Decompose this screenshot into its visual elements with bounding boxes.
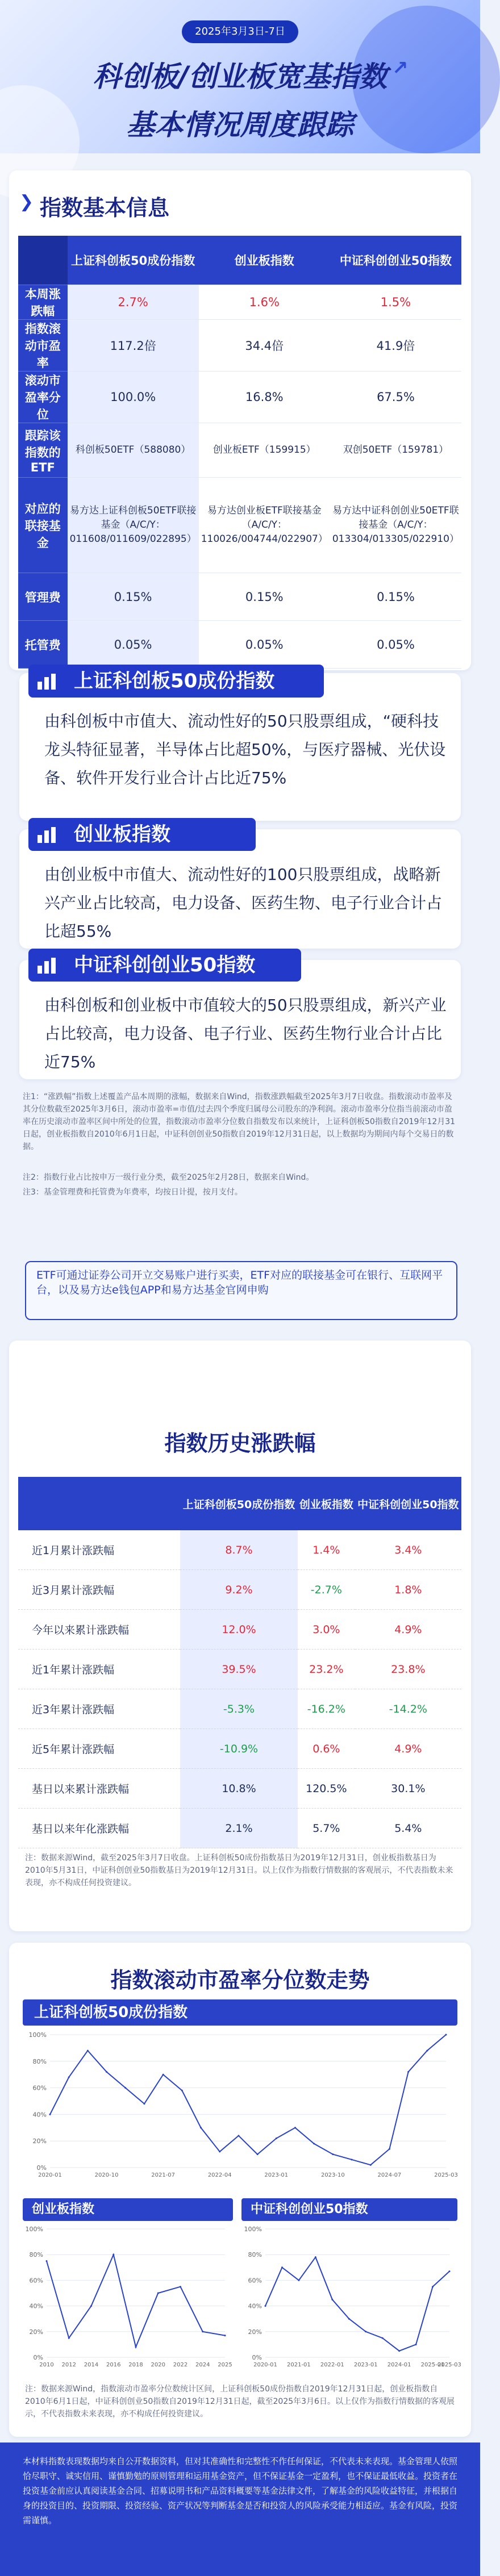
data-point	[200, 2127, 202, 2128]
table-row	[18, 1650, 461, 1689]
row-header: 本周涨跌幅	[18, 285, 68, 320]
index-title-pill	[28, 818, 256, 851]
x-tick-label: 2018	[128, 2362, 143, 2368]
line-chart-kc50	[241, 2221, 461, 2374]
table-cell: 120.5%	[298, 1769, 355, 1809]
basic-info-table	[18, 236, 461, 669]
x-tick-label: 2021-07	[151, 2172, 176, 2178]
data-point	[202, 2331, 203, 2332]
table-cell: 易方达中证科创创业50ETF联接基金（A/C/Y：013304/013305/022910）	[330, 478, 461, 573]
x-tick-label: 2022	[173, 2362, 188, 2368]
chart-panel	[23, 1999, 457, 2187]
data-point	[46, 2260, 48, 2262]
data-point	[426, 2050, 428, 2052]
table-cell: -2.7%	[298, 1570, 355, 1610]
data-point	[281, 2266, 283, 2268]
x-tick-label: 2016	[106, 2362, 121, 2368]
y-tick-label: 20%	[248, 2328, 262, 2336]
chevron-icon: ❯	[19, 192, 34, 212]
table-cell: 4.9%	[355, 1610, 461, 1650]
row-label: 近3年累计涨跌幅	[18, 1689, 180, 1729]
x-tick-label: 2025-03	[434, 2172, 458, 2178]
index-title-pill	[28, 665, 324, 698]
table-cell: -10.9%	[180, 1729, 298, 1769]
x-tick-label: 2022-04	[207, 2172, 232, 2178]
table-cell: 易方达创业板ETF联接基金（A/C/Y：110026/004744/022907）	[199, 478, 330, 573]
row-header: 管理费	[18, 573, 68, 621]
x-tick-label: 2021-01	[287, 2362, 311, 2368]
arrow-up-icon: ↗	[392, 57, 409, 80]
data-point	[348, 2318, 350, 2320]
etf-info-text: ETF可通过证券公司开立交易账户进行买卖，ETF对应的联接基金可在银行、互联网平台，以及易方达e钱包APP和易方达基金官网申购	[36, 1269, 443, 1296]
index-title-pill	[28, 949, 301, 982]
table-cell: 3.0%	[298, 1610, 355, 1650]
series-line	[265, 2257, 449, 2351]
row-header: 滚动市盈率分位	[18, 371, 68, 423]
data-point	[382, 2337, 384, 2339]
corner-cell	[18, 236, 68, 285]
table-cell: 1.6%	[199, 285, 330, 320]
chart-title: 中证科创创业50指数	[241, 2198, 457, 2221]
table-cell: 67.5%	[330, 371, 461, 423]
table-cell: 创业板ETF（159915）	[199, 423, 330, 478]
x-tick-label: 2023-01	[264, 2172, 289, 2178]
column-header: 中证科创创业50指数	[330, 236, 461, 285]
table-cell: 1.8%	[355, 1570, 461, 1610]
x-tick-label: 2020-01	[38, 2172, 62, 2178]
table-row	[18, 1729, 461, 1769]
data-point	[90, 2305, 92, 2307]
y-tick-label: 80%	[29, 2251, 43, 2259]
index-description: 由创业板中市值大、流动性好的100只股票组成，战略新兴产业占比较高，电力设备、医药生物、电子行业合计占比超55%	[44, 865, 443, 941]
table-cell: 9.2%	[180, 1570, 298, 1610]
table-cell: 39.5%	[180, 1650, 298, 1689]
section-title: 指数历史涨跌幅	[164, 1431, 316, 1456]
footnote: 注：数据来源Wind，截至2025年3月7日收盘。上证科创板50成份指数基日为2019年12月31日，创业板指数基日为2010年5月31日，中证科创创业50指数基日为2019年12月31日。以上仅作为指数行情数据的客观展示，不代表指数未来表现，亦不构成任何投资建议。	[25, 1853, 453, 1888]
x-tick-label: 2014	[84, 2362, 99, 2368]
table-cell: 30.1%	[355, 1769, 461, 1809]
table-cell: 12.0%	[180, 1610, 298, 1650]
data-point	[257, 2153, 259, 2155]
x-tick-label: 2024	[195, 2362, 210, 2368]
row-label: 基日以来年化涨跌幅	[18, 1809, 180, 1848]
chart-title: 创业板指数	[23, 2198, 233, 2221]
row-label: 近1年累计涨跌幅	[18, 1650, 180, 1689]
y-tick-label: 20%	[29, 2328, 43, 2336]
data-point	[332, 2153, 334, 2155]
data-point	[432, 2286, 434, 2287]
corner-cell	[18, 1477, 180, 1530]
series-line	[47, 2254, 225, 2347]
table-row	[18, 1610, 461, 1650]
table-cell: 34.4倍	[199, 320, 330, 371]
table-cell: 2.1%	[180, 1809, 298, 1848]
data-point	[351, 2159, 353, 2160]
y-tick-label: 40%	[248, 2302, 262, 2310]
data-point	[143, 2103, 145, 2105]
x-tick-label: 2023-10	[320, 2172, 345, 2178]
data-point	[49, 2114, 51, 2115]
data-point	[389, 2148, 390, 2150]
data-point	[449, 2270, 451, 2272]
table-row	[18, 1530, 461, 1570]
table-cell: 4.9%	[355, 1729, 461, 1769]
data-point	[157, 2293, 159, 2294]
x-tick-label: 2012	[61, 2362, 76, 2368]
table-cell: 0.6%	[298, 1729, 355, 1769]
data-point	[331, 2299, 333, 2301]
row-header: 指数滚动市盈率	[18, 320, 68, 371]
footnote: 注3：基金管理费和托管费为年费率，均按日计提，按月支付。	[23, 1188, 243, 1197]
footnote: 注：数据来源Wind，指数滚动市盈率分位数统计区间，上证科创板50成份指数自2019年12月31日起，创业板指数自2010年6月1日起，中证科创创业50指数自2019年12月31日起，截至2025年3月6日。以上仅作为指数行情数据的客观展示，不代表指数未来表现，亦不构成任何投资建议。	[25, 2385, 455, 2419]
y-tick-label: 60%	[32, 2084, 47, 2092]
table-cell: 100.0%	[68, 371, 199, 423]
row-label: 近3月累计涨跌幅	[18, 1570, 180, 1610]
column-header: 上证科创板50成份指数	[68, 236, 199, 285]
table-cell: 5.7%	[298, 1809, 355, 1848]
disclaimer-text: 本材料指数表现数据均来自公开数据资料，但对其准确性和完整性不作任何保证，不代表未来表现。基金管理人依照恰尽职守、诚实信用、谨慎勤勉的原则管理和运用基金资产，但不保证基金一定盈利，也不保证最低收益。投资者在投资基金前应认真阅读基金合同、招募说明书和产品资料概要等基金法律文件，了解基金的风险收益特征，并根据自身的投资目的、投资期限、投资经验、资产状况等判断基金是否和投资人的风险承受能力相适应。基金有风险，投资需谨慎。	[23, 2456, 458, 2525]
x-tick-label: 2022-01	[320, 2362, 344, 2368]
table-row	[18, 1769, 461, 1809]
row-header: 托管费	[18, 621, 68, 669]
data-point	[398, 2350, 400, 2352]
data-point	[219, 2151, 220, 2152]
table-cell: 科创板50ETF（588080）	[68, 423, 199, 478]
data-point	[163, 2074, 164, 2076]
data-point	[238, 2135, 239, 2136]
data-point	[265, 2305, 266, 2307]
row-label: 近1月累计涨跌幅	[18, 1530, 180, 1570]
y-tick-label: 60%	[248, 2277, 262, 2285]
row-label: 今年以来累计涨跌幅	[18, 1610, 180, 1650]
table-row	[18, 1689, 461, 1729]
column-header: 上证科创板50成份指数	[180, 1477, 298, 1530]
chart-icon	[36, 671, 59, 691]
date-badge: 2025年3月3日-7日	[182, 20, 298, 43]
data-point	[445, 2034, 447, 2036]
page-subtitle: 基本情况周度跟踪	[126, 108, 354, 141]
data-point	[68, 2337, 70, 2339]
footnote: 注2：指数行业占比按申万一级行业分类，截至2025年2月28日，数据来自Wind。	[23, 1173, 314, 1182]
table-cell: 0.15%	[68, 573, 199, 621]
y-tick-label: 100%	[25, 2226, 43, 2233]
column-header: 创业板指数	[298, 1477, 355, 1530]
row-header: 对应的联接基金	[18, 478, 68, 573]
table-cell: 23.2%	[298, 1650, 355, 1689]
table-cell: 117.2倍	[68, 320, 199, 371]
data-point	[180, 2286, 181, 2287]
y-tick-label: 80%	[248, 2251, 262, 2259]
table-cell: -14.2%	[355, 1689, 461, 1729]
table-cell: 8.7%	[180, 1530, 298, 1570]
data-point	[135, 2346, 137, 2348]
table-cell: 1.5%	[330, 285, 461, 320]
data-point	[113, 2254, 114, 2256]
x-tick-label: 2025-03	[438, 2362, 461, 2368]
y-tick-label: 20%	[32, 2137, 47, 2145]
table-cell: 5.4%	[355, 1809, 461, 1848]
x-tick-label: 2024-01	[387, 2362, 411, 2368]
x-tick-label: 2020-01	[253, 2362, 277, 2368]
index-title: 创业板指数	[74, 823, 170, 846]
column-header: 中证科创创业50指数	[355, 1477, 461, 1530]
header-banner	[0, 0, 480, 153]
chart-icon	[36, 955, 59, 975]
table-cell: 0.05%	[330, 621, 461, 669]
x-tick-label: 2023-01	[353, 2362, 378, 2368]
data-point	[224, 2335, 226, 2336]
index-description: 由科创板和创业板中市值较大的50只股票组成，新兴产业占比较高，电力设备、电子行业、医药生物行业合计占比近75%	[44, 996, 447, 1071]
table-cell: 0.05%	[199, 621, 330, 669]
chart-title: 上证科创板50成份指数	[23, 1999, 457, 2026]
index-title: 上证科创板50成份指数	[74, 670, 275, 692]
y-tick-label: 40%	[32, 2111, 47, 2119]
y-tick-label: 60%	[29, 2277, 43, 2285]
chart-panel	[23, 2198, 233, 2374]
x-tick-label: 2025	[218, 2362, 232, 2368]
data-point	[415, 2344, 417, 2345]
data-point	[181, 2090, 183, 2091]
column-header: 创业板指数	[199, 236, 330, 285]
y-tick-label: 0%	[33, 2354, 43, 2361]
table-row	[18, 1809, 461, 1848]
data-point	[68, 2076, 70, 2078]
table-cell: -5.3%	[180, 1689, 298, 1729]
section-title: 指数基本信息	[40, 195, 170, 220]
y-tick-label: 40%	[29, 2302, 43, 2310]
y-tick-label: 100%	[28, 2031, 47, 2039]
data-point	[407, 2071, 409, 2073]
x-tick-label: 2025-01	[420, 2362, 445, 2368]
data-point	[315, 2256, 316, 2258]
data-point	[370, 2164, 372, 2166]
table-cell: 双创50ETF（159781）	[330, 423, 461, 478]
table-cell: 3.4%	[355, 1530, 461, 1570]
footer-disclaimer	[0, 2443, 480, 2576]
table-cell: 2.7%	[68, 285, 199, 320]
chart-panel	[241, 2198, 461, 2374]
table-row	[18, 1570, 461, 1610]
table-cell: 41.9倍	[330, 320, 461, 371]
table-cell: -16.2%	[298, 1689, 355, 1729]
x-tick-label: 2020-10	[94, 2172, 119, 2178]
row-label: 基日以来累计涨跌幅	[18, 1769, 180, 1809]
y-tick-label: 80%	[32, 2057, 47, 2065]
data-point	[87, 2050, 89, 2052]
line-chart-star50	[23, 2026, 457, 2187]
series-line	[50, 2035, 446, 2165]
index-title: 中证科创创业50指数	[74, 954, 256, 976]
x-tick-label: 2024-07	[377, 2172, 402, 2178]
row-header: 跟踪该指数的ETF	[18, 423, 68, 478]
page-title: 科创板/创业板宽基指数	[93, 60, 388, 93]
data-point	[294, 2127, 296, 2128]
table-cell: 0.15%	[199, 573, 330, 621]
y-tick-label: 100%	[244, 2226, 262, 2233]
data-point	[276, 2137, 277, 2139]
table-cell: 0.05%	[68, 621, 199, 669]
data-point	[365, 2331, 366, 2332]
section-title: 指数滚动市盈率分位数走势	[110, 1968, 370, 1993]
data-point	[313, 2143, 315, 2144]
chart-icon	[36, 825, 59, 844]
history-table	[18, 1477, 461, 1848]
table-cell: 易方达上证科创板50ETF联接基金（A/C/Y：011608/011609/022895）	[68, 478, 199, 573]
table-cell: 16.8%	[199, 371, 330, 423]
y-tick-label: 0%	[252, 2354, 262, 2361]
table-cell: 0.15%	[330, 573, 461, 621]
y-tick-label: 0%	[36, 2164, 47, 2172]
table-cell: 10.8%	[180, 1769, 298, 1809]
data-point	[106, 2071, 107, 2073]
table-cell: 23.8%	[355, 1650, 461, 1689]
x-tick-label: 2020	[151, 2362, 165, 2368]
row-label: 近5年累计涨跌幅	[18, 1729, 180, 1769]
x-tick-label: 2010	[39, 2362, 54, 2368]
data-point	[298, 2279, 299, 2281]
index-description: 由科创板中市值大、流动性好的50只股票组成，“硬科技龙头特征显著，半导体占比超50%，与医疗器械、光伏设备、软件开发行业合计占比近75%	[44, 712, 446, 787]
data-point	[124, 2087, 126, 2089]
table-cell: 1.4%	[298, 1530, 355, 1570]
line-chart-chinext	[23, 2221, 233, 2374]
footnote: 注1：“涨跌幅”指数上述覆盖产品本周期的涨幅，数据来自Wind，指数涨跌幅截至2025年3月7日收盘。指数滚动市盈率及其分位数截至2025年3月6日，滚动市盈率=市值/过去四个季度归属母公司股东的净利润。滚动市盈率分位指当前滚动市盈率在历史滚动市盈率区间中所处的位置，指数滚动市盈率分位数自指数发布以来统计，上证科创板50指数自2019年12月31日起，创业板指数自2010年6月1日起，中证科创创业50指数自2019年12月31日起，以上数据均为期间内每个交易日的数据。	[23, 1092, 456, 1151]
